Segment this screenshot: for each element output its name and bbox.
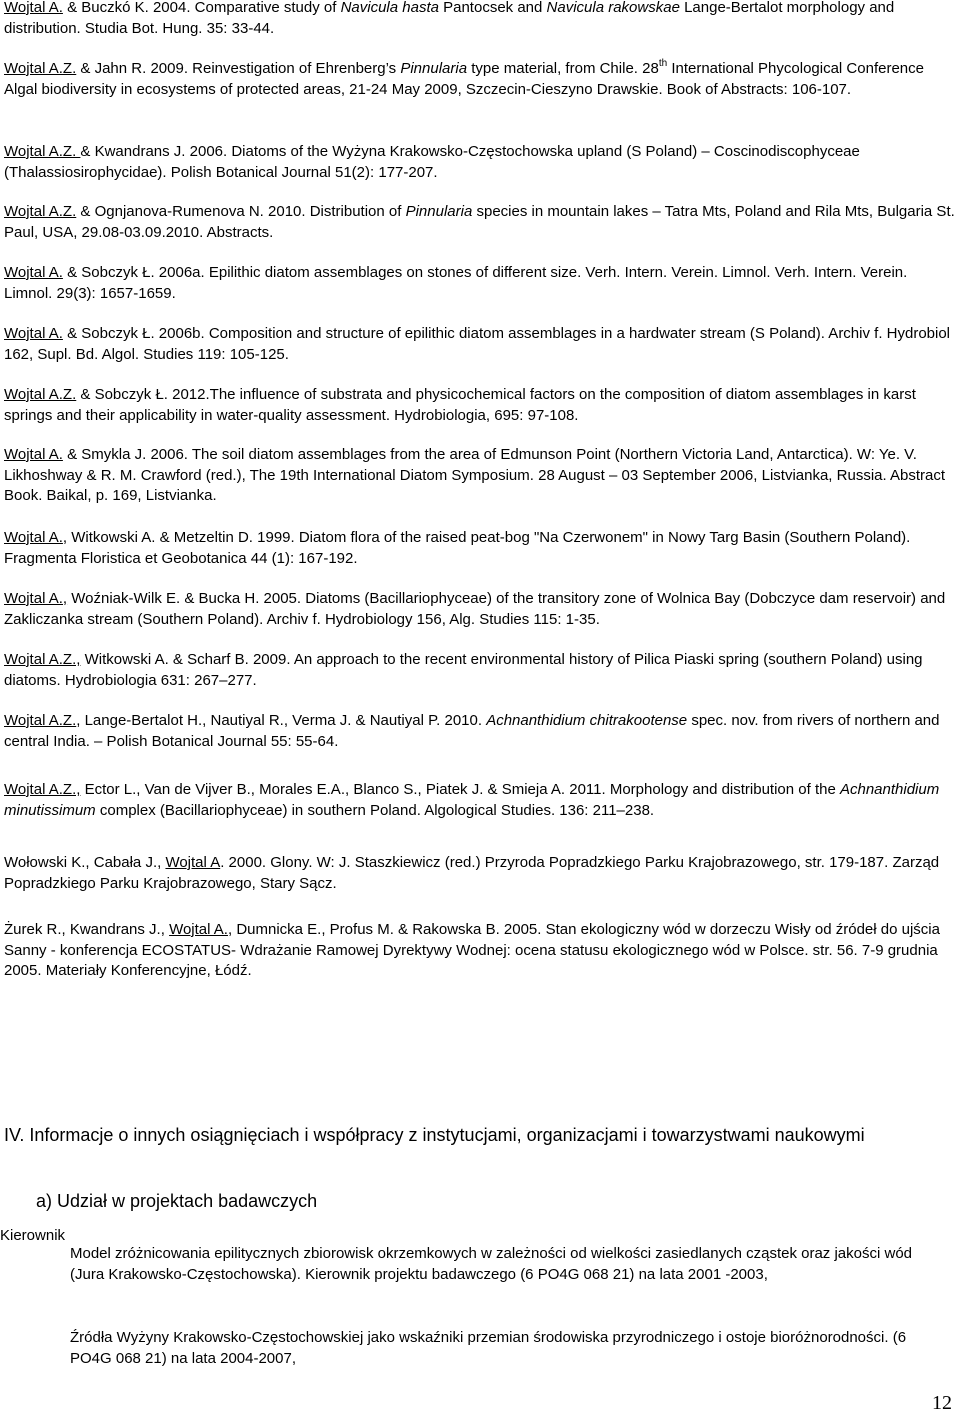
- project-description: Źródła Wyżyny Krakowsko-Częstochowskiej jako wskaźniki przemian środowiska przyrodniczego i ostoje bioróżnorodności. (6 PO4G 068 21) na lata 2004-2007,: [70, 1329, 907, 1367]
- reference-item: Wojtal A. & Smykla J. 2006. The soil diatom assemblages from the area of Edmunson Point (Northern Victoria Land, Antarctica). W: Ye. V. Likhoshway & R. M. Crawford (red.), The 19th International Diatom Symposium. 28 August – 03 September 2006, Listvianka, Russia. Abstract Book. Baikal, p. 169, Listvianka.: [4, 446, 946, 505]
- reference-item: Wojtal A. & Sobczyk Ł. 2006a. Epilithic diatom assemblages on stones of different size. Verh. Intern. Verein. Limnol. Verh. Intern. Verein. Limnol. 29(3): 1657-1659.: [4, 264, 908, 302]
- reference-author: Wojtal A.Z.: [4, 203, 77, 220]
- reference-item: Wołowski K., Cabała J., Wojtal A. 2000. Glony. W: J. Staszkiewicz (red.) Przyroda Popradzkiego Parku Krajobrazowego, str. 179-187. Zarząd Popradzkiego Parku Krajobrazowego, Stary Sącz.: [4, 854, 940, 892]
- reference-item: Wojtal A.Z., Ector L., Van de Vijver B., Morales E.A., Blanco S., Piatek J. & Smieja A. 2011. Morphology and distribution of the Achnanthidium minutissimum complex (Bacillariophyceae) in southern Poland. Algological Studies. 136: 211–238.: [4, 781, 940, 819]
- reference-author: Wojtal A.: [169, 921, 228, 938]
- role-label: Kierownik: [0, 1227, 66, 1244]
- reference-item: Wojtal A.Z. & Jahn R. 2009. Reinvestigation of Ehrenberg’s Pinnularia type material, from Chile. 28th International Phycological Conference Algal biodiversity in ecosystems of protected areas, 21-24 May 2009, Szczecin-Cieszyno Drawskie. Book of Abstracts: 106-107.: [4, 58, 924, 98]
- reference-author: Wojtal A.: [4, 325, 63, 342]
- reference-author: Wojtal A.,: [4, 590, 68, 607]
- reference-author: Wojtal A.Z.: [4, 143, 81, 160]
- reference-author: Wojtal A.: [4, 0, 63, 16]
- reference-item: Wojtal A.Z. & Kwandrans J. 2006. Diatoms of the Wyżyna Krakowsko-Częstochowska upland (S Poland) – Coscinodiscophyceae (Thalassiosirophycidae). Polish Botanical Journal 51(2): 177-207.: [4, 143, 860, 181]
- reference-item: Wojtal A., Witkowski A. & Metzeltin D. 1999. Diatom flora of the raised peat-bog "Na Czerwonem" in Nowy Targ Basin (Southern Poland). Fragmenta Floristica et Geobotanica 44 (1): 167-192.: [4, 529, 911, 567]
- section-heading: IV. Informacje o innych osiągnięciach i współpracy z instytucjami, organizacjami i towarzystwami naukowymi: [4, 1125, 865, 1145]
- reference-item: Wojtal A. & Sobczyk Ł. 2006b. Composition and structure of epilithic diatom assemblages in a hardwater stream (S Poland). Archiv f. Hydrobiol 162, Supl. Bd. Algol. Studies 119: 105-125.: [4, 325, 951, 363]
- reference-author: Wojtal A.: [4, 264, 63, 281]
- reference-author: Wojtal A.Z.: [4, 60, 77, 77]
- page-number: 12: [932, 1392, 952, 1414]
- reference-item: Wojtal A., Woźniak-Wilk E. & Bucka H. 2005. Diatoms (Bacillariophyceae) of the transitory zone of Wolnica Bay (Dobczyce dam reservoir) and Zakliczanka stream (Southern Poland). Archiv f. Hydrobiology 156, Alg. Studies 115: 1-35.: [4, 590, 946, 628]
- reference-item: Wojtal A. & Buczkó K. 2004. Comparative study of Navicula hasta Pantocsek and Navicula rakowskae Lange-Bertalot morphology and distribution. Studia Bot. Hung. 35: 33-44.: [4, 0, 895, 37]
- reference-author: Wojtal A: [165, 854, 221, 871]
- reference-item: Wojtal A.Z., Lange-Bertalot H., Nautiyal R., Verma J. & Nautiyal P. 2010. Achnanthidium chitrakootense spec. nov. from rivers of northern and central India. – Polish Botanical Journal 55: 55-64.: [4, 712, 940, 750]
- reference-item: Wojtal A.Z., Witkowski A. & Scharf B. 2009. An approach to the recent environmental history of Pilica Piaski spring (southern Poland) using diatoms. Hydrobiologia 631: 267–277.: [4, 651, 923, 689]
- reference-author: Wojtal A.Z.,: [4, 781, 81, 798]
- reference-item: Żurek R., Kwandrans J., Wojtal A., Dumnicka E., Profus M. & Rakowska B. 2005. Stan ekologiczny wód w dorzeczu Wisły od źródeł do ujścia Sanny - konferencja ECOSTATUS- Wdrażanie Ramowej Dyrektywy Wodnej: ocena statusu ekologicznego wód w Polsce. str. 56. 7-9 grudnia 2005. Materiały Konferencyjne, Łódź.: [4, 921, 940, 980]
- reference-author: Wojtal A.: [4, 446, 63, 463]
- reference-author: Wojtal A.: [4, 529, 63, 546]
- reference-author: Wojtal A.Z.: [4, 386, 77, 403]
- reference-author: Wojtal A.Z.: [4, 712, 77, 729]
- reference-author: Wojtal A.Z.,: [4, 651, 81, 668]
- subsection-heading: a) Udział w projektach badawczych: [36, 1191, 318, 1211]
- reference-item: Wojtal A.Z. & Ognjanova-Rumenova N. 2010. Distribution of Pinnularia species in mountain lakes – Tatra Mts, Poland and Rila Mts, Bulgaria St. Paul, USA, 29.08-03.09.2010. Abstracts.: [4, 203, 955, 241]
- reference-item: Wojtal A.Z. & Sobczyk Ł. 2012.The influence of substrata and physicochemical factors on the composition of diatom assemblages in karst springs and their applicability in water-quality assessment. Hydrobiologia, 695: 97-108.: [4, 386, 916, 424]
- project-description: Model zróżnicowania epilitycznych zbiorowisk okrzemkowych w zależności od wielkości zasiedlanych cząstek oraz jakości wód (Jura Krakowsko-Częstochowska). Kierownik projektu badawczego (6 PO4G 068 21) na lata 2001 -2003,: [70, 1245, 913, 1283]
